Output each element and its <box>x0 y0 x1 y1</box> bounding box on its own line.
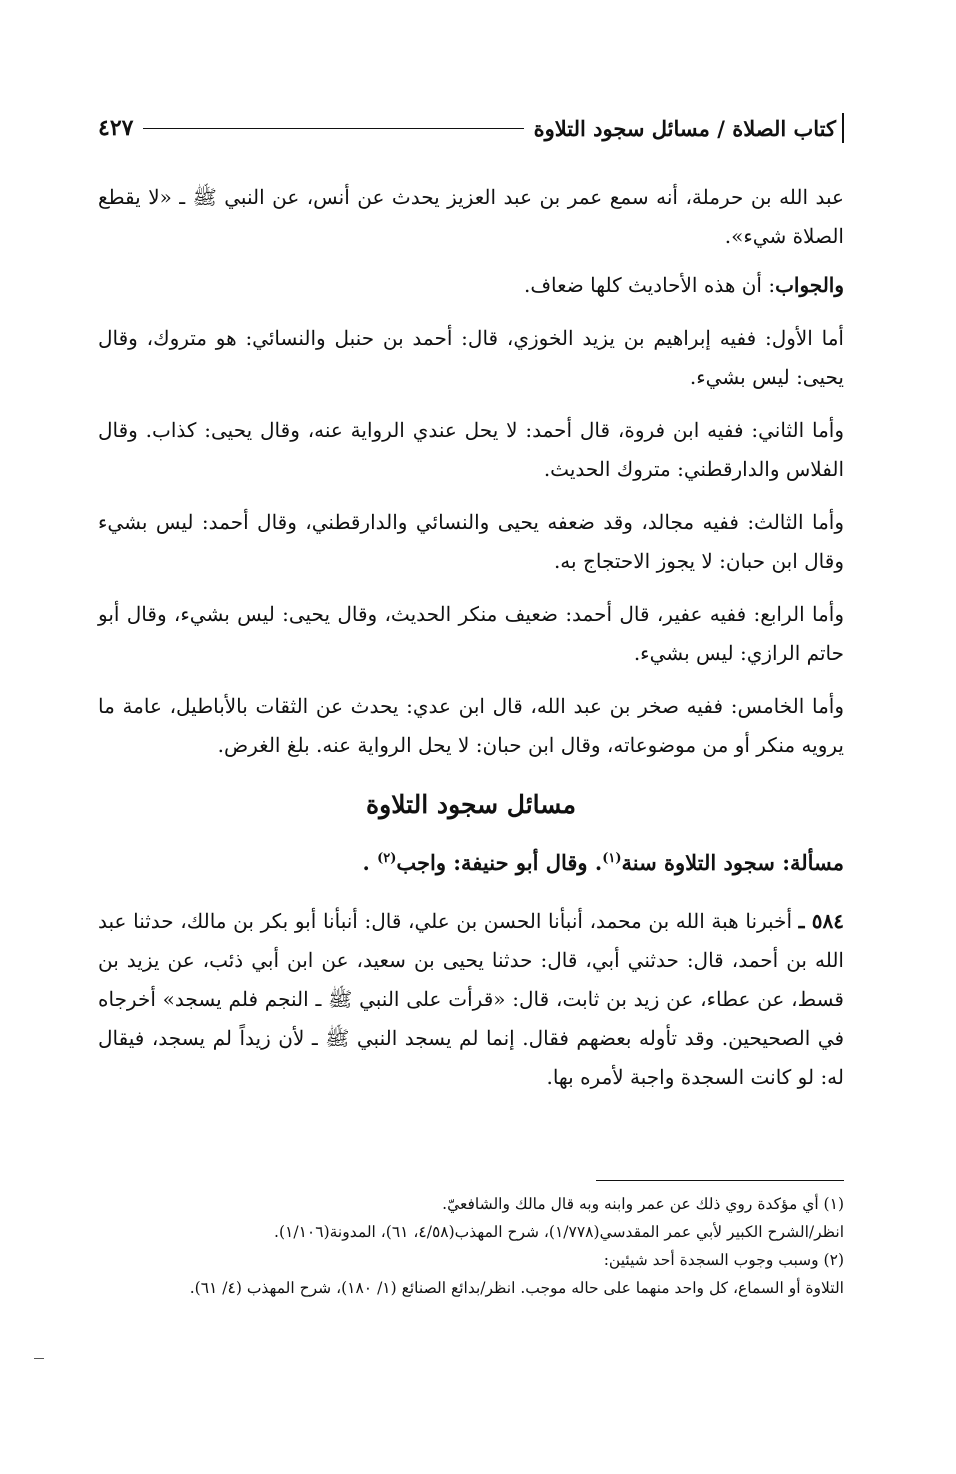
paragraph-first: أما الأول: ففيه إبراهيم بن يزيد الخوزي، قال: أحمد بن حنبل والنسائي: هو متروك، وقال يحيى: ليس بشيء. <box>98 326 844 389</box>
page-number: ٤٢٧ <box>98 115 134 141</box>
footnote-2: (٢) وسبب وجوب السجدة أحد شيئين: <box>603 1251 844 1269</box>
paragraph-fourth: وأما الرابع: ففيه عفير، قال أحمد: ضعيف منكر الحديث، وقال يحيى: ليس بشيء، وقال أبو حاتم الرازي: ليس بشيء. <box>98 602 844 665</box>
hadith-body <box>98 902 844 1097</box>
section-heading: مسائل سجود التلاوة <box>366 790 576 819</box>
issue-part-1: مسألة: سجود التلاوة سنة <box>621 850 844 875</box>
paragraph-third: وأما الثالث: ففيه مجالد، وقد ضعفه يحيى والنسائي والدارقطني، وقال أحمد: ليس بشيء وقال ابن حبان: لا يجوز الاحتجاج به. <box>98 510 844 573</box>
paragraph-continuation: عبد الله بن حرملة، أنه سمع عمر بن عبد العزيز يحدث عن أنس، عن النبي ﷺ ـ «لا يقطع الصلاة شيء». <box>98 185 844 248</box>
footnote-2-sources: التلاوة أو السماع، كل واحد منهما على حاله موجب. انظر/بدائع الصنائع (١/ ١٨٠)، شرح المهذب (٤/ ٦١). <box>189 1279 844 1297</box>
paragraph-fifth: وأما الخامس: ففيه صخر بن عبد الله، قال ابن عدي: يحدث عن الثقات بالأباطيل، عامة ما يرويه منكر أو من موضوعاته، وقال ابن حبان: لا يحل الرواية عنه. بلغ الغرض. <box>98 694 844 757</box>
hadith-number: ٥٨٤ ـ <box>798 909 844 933</box>
footnote-1-sources: انظر/الشرح الكبير لأبي عمر المقدسي(١/٧٧٨)، شرح المهذب(٤/٥٨، ٦١)، المدونة(١/١٠٦). <box>274 1223 844 1241</box>
answer-text: : أن هذه الأحاديث كلها ضعاف. <box>523 273 776 297</box>
main-text <box>98 178 844 779</box>
issue-part-2: . وقال أبو حنيفة: واجب <box>396 850 603 875</box>
issue-statement <box>98 850 844 875</box>
header-rule <box>143 128 523 129</box>
footnote-1: (١) أي مؤكدة روي ذلك عن عمر وابنه وبه قال مالك والشافعيّ. <box>442 1195 844 1213</box>
paragraph-second: وأما الثاني: ففيه ابن فروة، قال أحمد: لا يحل عندي الرواية عنه، وقال يحيى: كذاب. وقال الفلاس والدارقطني: متروك الحديث. <box>98 418 844 481</box>
scan-mark <box>34 1358 44 1359</box>
footnote-ref-2: (٢) <box>377 851 397 866</box>
hadith-paragraph <box>98 902 844 1097</box>
issue-end: . <box>362 850 378 875</box>
running-header <box>98 108 844 148</box>
header-vertical-bar <box>842 113 844 143</box>
footnote-ref-1: (١) <box>602 851 622 866</box>
footnote-separator <box>596 1180 844 1181</box>
header-title: كتاب الصلاة / مسائل سجود التلاوة <box>533 115 836 141</box>
paragraph-answer <box>98 266 844 305</box>
hadith-text: أخبرنا هبة الله بن محمد، أنبأنا الحسن بن علي، قال: أنبأنا أبو بكر بن مالك، حدثنا عبد الله بن أحمد، قال: حدثني أبي، قال: حدثنا يحيى بن سعيد، عن ابن أبي ذئب، عن يزيد بن قسط، عن عطاء، عن زيد بن ثابت، قال: «قرأت على النبي ﷺ ـ النجم فلم يسجد» أخرجاه في الصحيحين. وقد تأوله بعضهم فقال. إنما لم يسجد النبي ﷺ ـ لأن زيداً لم يسجد، فيقال له: لو كانت السجدة واجبة لأمره بها. <box>98 909 844 1089</box>
footnotes <box>98 1190 844 1302</box>
answer-label: والجواب <box>775 273 844 297</box>
